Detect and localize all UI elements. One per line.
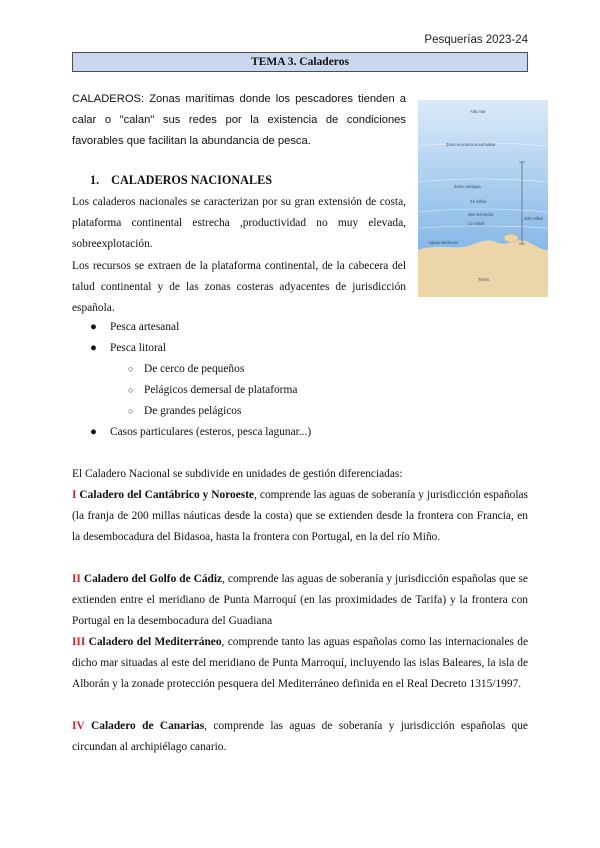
label-200-miles: 200 millas (524, 216, 543, 221)
sub-list-item-text: Pelágicos demersal de plataforma (144, 384, 298, 396)
sub-list-item: ○ De cerco de pequeños (128, 363, 245, 375)
sub-list-item: ○ De grandes pelágicos (128, 405, 242, 417)
label-24-miles: 24 millas (470, 199, 487, 204)
caladero-description: , comprende las aguas de soberanía y jurisdicción españolas que se extienden entre el meridiano de Punta Marroquí (en las proximidades de Tarifa) y la frontera con Portugal en la desembocadura del Guadiana (72, 573, 528, 627)
section-number: 1. (90, 173, 100, 187)
list-item-text: Pesca artesanal (110, 321, 180, 333)
list-item: ● Pesca litoral (90, 342, 166, 354)
label-land: Tierra (478, 277, 489, 282)
maritime-zones-figure (418, 100, 548, 297)
caladero-name: Caladero del Golfo de Cádiz (83, 573, 223, 585)
caladero-name: Caladero del Mediterráneo (88, 636, 222, 648)
caladero-numeral: III (72, 636, 86, 648)
caladero-numeral: II (72, 573, 81, 585)
fishing-types-list (72, 317, 311, 443)
label-contiguous: Zona contigua (454, 184, 481, 189)
caladero-block (72, 716, 528, 758)
course-header: Pesquerías 2023-24 (424, 34, 528, 46)
land-shape (418, 240, 548, 297)
label-inner-waters: Aguas interiores (428, 240, 459, 245)
maritime-zones-diagram (418, 100, 548, 297)
label-12-miles: 12 millas (468, 221, 485, 226)
label-high-seas: Alta mar (470, 109, 486, 114)
list-item: ● Casos particulares (esteros, pesca lagunar...) (90, 426, 312, 438)
page-title: TEMA 3. Caladeros (72, 52, 528, 72)
caladero-description: , comprende las aguas de soberanía y jurisdicción españolas (la franja de 200 millas náuticas desde la costa) que se extienden desde la frontera con Francia, en la desembocadura del Bidasoa, hasta la frontera con Portugal, en la del río Miño. (72, 489, 528, 543)
caladero-numeral: IV (72, 720, 85, 732)
caladero-block (72, 485, 528, 548)
label-eez: Zona económica exclusiva (446, 142, 496, 147)
list-item-text: Pesca litoral (110, 342, 166, 354)
label-territorial: Mar territorial (468, 212, 493, 217)
section-heading (90, 173, 272, 188)
caladero-name: Caladero de Canarias (91, 720, 205, 732)
list-item: ● Pesca artesanal (90, 321, 180, 333)
caladero-numeral: I (72, 489, 77, 501)
sub-list-item-text: De grandes pelágicos (144, 405, 242, 417)
paragraph-caracteristicas: Los caladeros nacionales se caracterizan por su gran extensión de costa, plataforma continental estrecha ,productividad no muy elevada, sobreexplotación. (72, 196, 406, 250)
paragraph-subdivision: El Caladero Nacional se subdivide en unidades de gestión diferenciadas: (72, 468, 403, 480)
paragraph-recursos: Los recursos se extraen de la plataforma continental, de la cabecera del talud continental y de las zonas costeras adyacentes de jurisdicción española. (72, 260, 406, 314)
sub-list-item: ○ Pelágicos demersal de plataforma (128, 384, 298, 396)
caladero-block (72, 632, 528, 695)
section-title: CALADEROS NACIONALES (111, 173, 272, 187)
list-item-text: Casos particulares (esteros, pesca lagunar...) (110, 426, 312, 438)
intro-paragraph: CALADEROS: Zonas marítimas donde los pescadores tienden a calar o "calan" sus redes por la existencia de condiciones favorables que facilitan la abundancia de pesca. (72, 93, 406, 147)
caladero-name: Caladero del Cantábrico y Noroeste (79, 489, 255, 501)
island-shape (504, 234, 518, 242)
caladero-block (72, 569, 528, 632)
caladero-description: , comprende las aguas de soberanía y jurisdicción españolas que circundan al archipiélago canario. (72, 720, 528, 753)
caladero-description: , comprende tanto las aguas españolas como las internacionales de dicho mar situadas al este del meridiano de Punta Marroquí, incluyendo las islas Baleares, la isla de Alborán y la zonade protección pesquera del Mediterráneo definida en el Real Decreto 1315/1997. (72, 636, 528, 690)
sub-list-item-text: De cerco de pequeños (144, 363, 245, 375)
